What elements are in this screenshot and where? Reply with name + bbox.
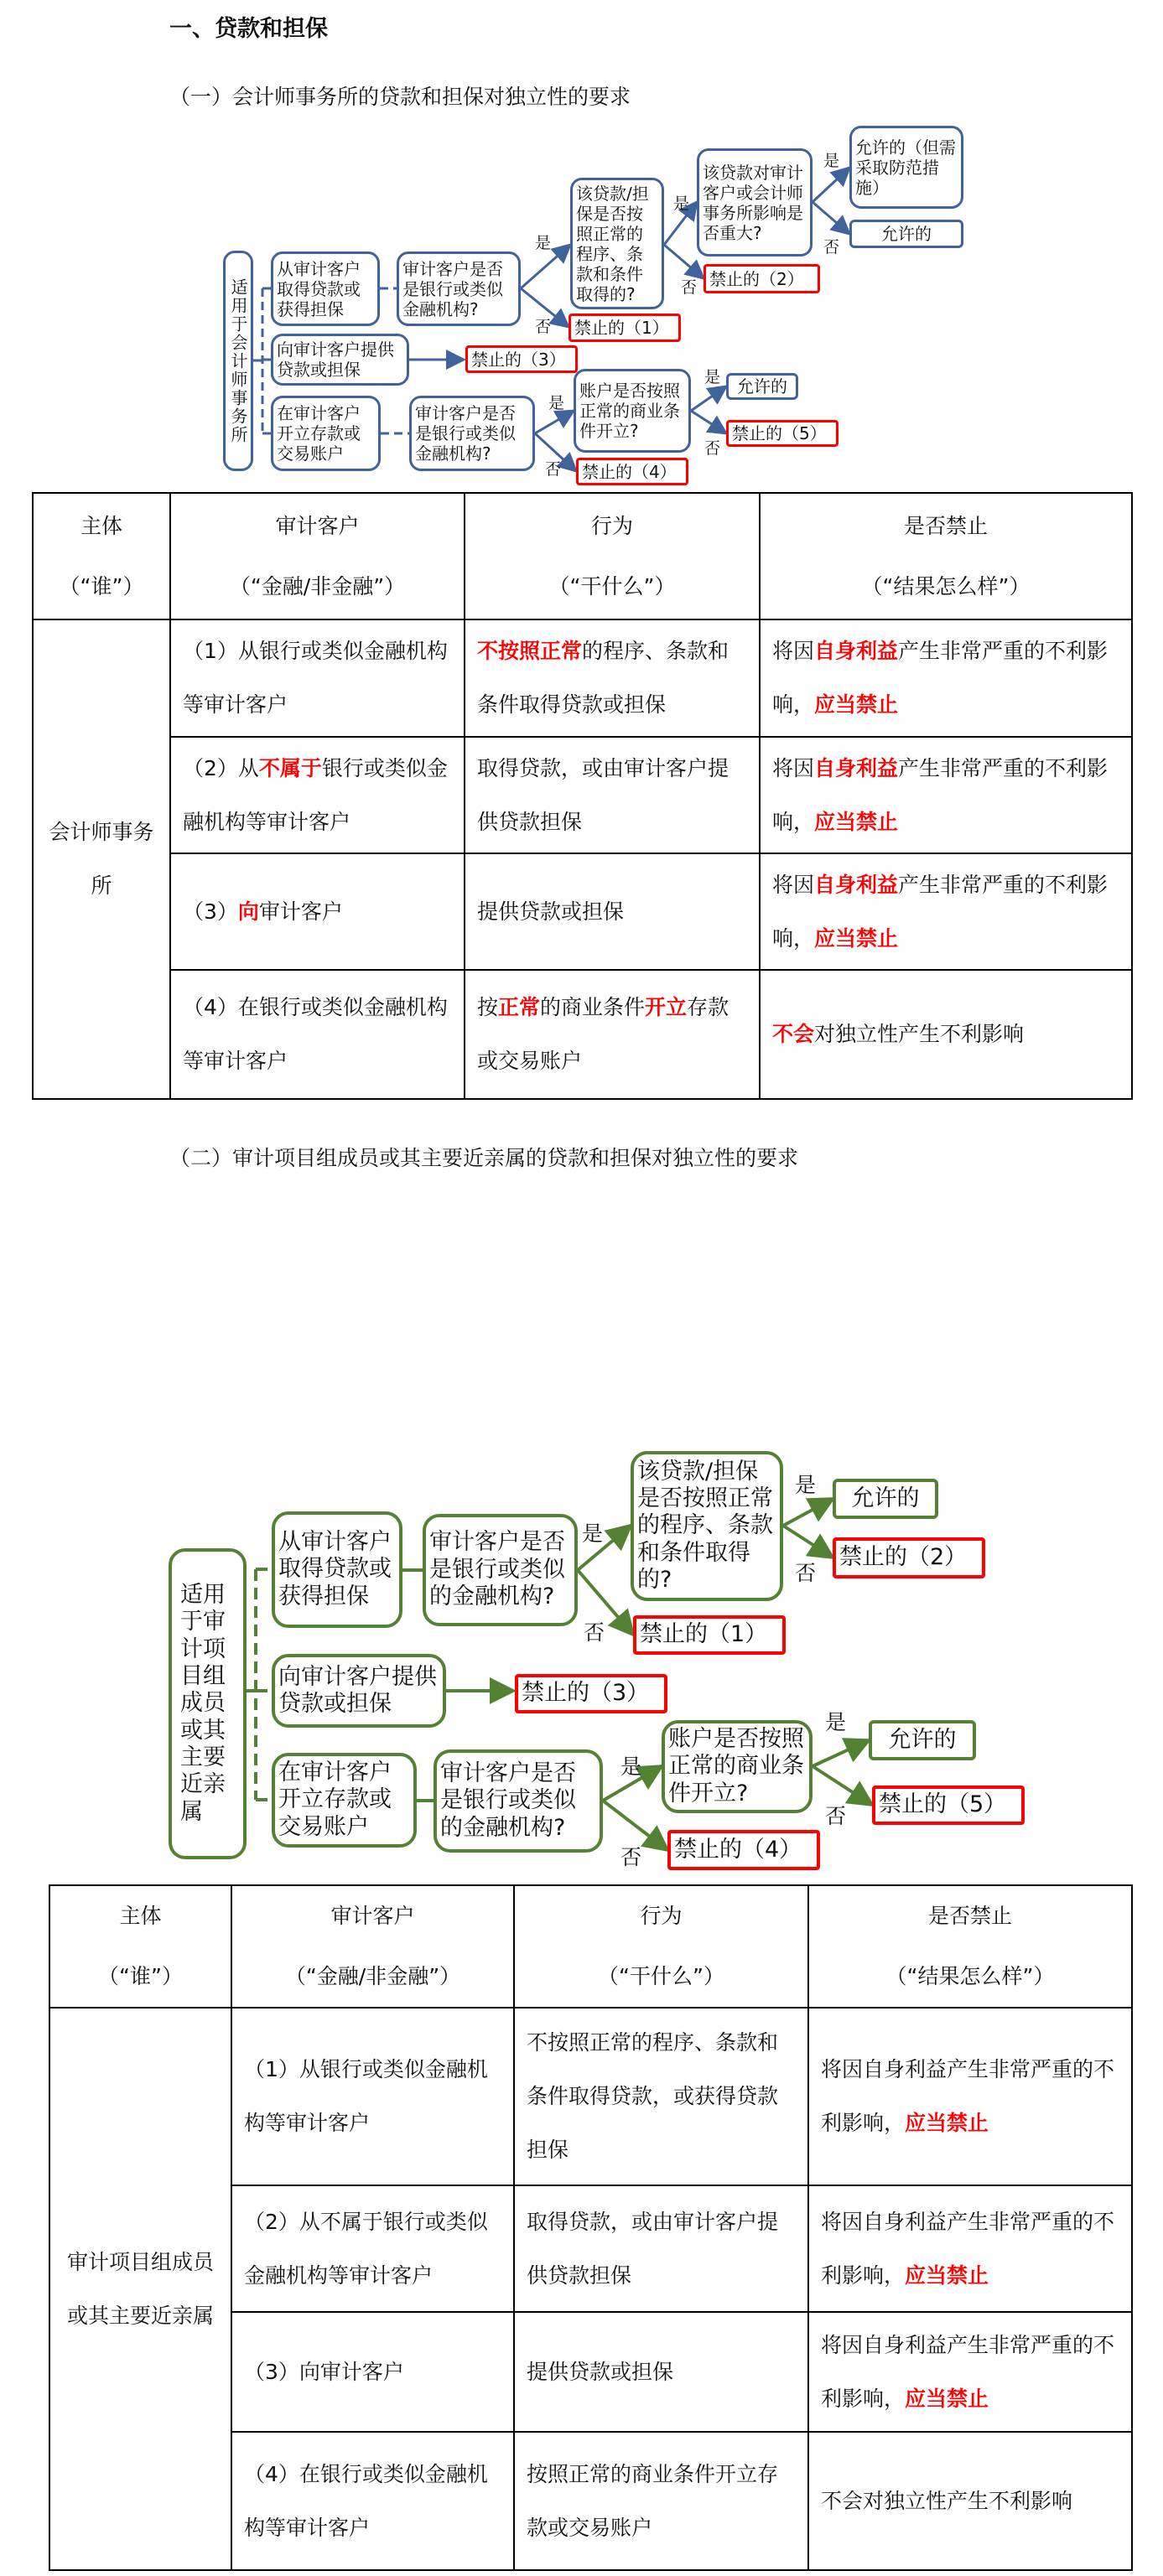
client-cell: （1）从银行或类似金融机构等审计客户 xyxy=(170,619,465,737)
node-provide-loan: 向审计客户提供贷款或担保 xyxy=(271,334,409,386)
result-cell: 不会对独立性产生不利影响 xyxy=(760,970,1132,1099)
yes-label: 是 xyxy=(825,1710,847,1734)
node-obtain-loan: 从审计客户取得贷款或获得担保 xyxy=(272,1511,402,1628)
scope-box: 适用于会计师事务所 xyxy=(223,251,253,471)
yes-label: 是 xyxy=(582,1521,604,1546)
no-label: 否 xyxy=(704,439,721,458)
table-row xyxy=(33,619,1132,737)
node-prohibited-2: 禁止的（2） xyxy=(833,1537,985,1578)
yes-label: 是 xyxy=(548,394,565,412)
no-label: 否 xyxy=(795,1561,817,1585)
node-is-bank: 审计客户是否是银行或类似的金融机构? xyxy=(423,1514,578,1626)
table-header-row xyxy=(33,493,1132,619)
header-prohibited: 是否禁止 （“结果怎么样”） xyxy=(808,1885,1132,2008)
no-label: 否 xyxy=(823,238,840,257)
result-cell: 将因自身利益产生非常严重的不利影响，应当禁止 xyxy=(808,2312,1132,2432)
client-cell: （1）从银行或类似金融机构等审计客户 xyxy=(231,2008,514,2185)
node-account-normal: 账户是否按照正常的商业条件开立? xyxy=(574,369,691,453)
header-prohibited: 是否禁止 （“结果怎么样”） xyxy=(760,493,1132,619)
node-obtain-loan: 从审计客户取得贷款或获得担保 xyxy=(271,251,380,326)
result-cell: 不会对独立性产生不利影响 xyxy=(808,2432,1132,2570)
section1-heading: （一）会计师事务所的贷款和担保对独立性的要求 xyxy=(169,85,631,109)
action-cell: 不按照正常的程序、条款和条件取得贷款，或获得贷款担保 xyxy=(514,2008,808,2185)
result-cell: 将因自身利益产生非常严重的不利影响，应当禁止 xyxy=(808,2008,1132,2185)
node-allowed: 允许的 xyxy=(833,1479,938,1519)
yes-label: 是 xyxy=(795,1473,817,1497)
node-normal-terms: 该贷款/担保是否按照正常的程序、条款和条件取得的? xyxy=(570,178,664,309)
result-cell: 将因自身利益产生非常严重的不利影响，应当禁止 xyxy=(760,853,1132,970)
no-label: 否 xyxy=(545,460,562,479)
node-prohibited-1: 禁止的（1） xyxy=(633,1615,786,1655)
subject-cell: 会计师事务所 xyxy=(33,619,170,1099)
node-open-account: 在审计客户开立存款或交易账户 xyxy=(271,396,381,471)
node-prohibited-4: 禁止的（4） xyxy=(576,458,688,485)
node-account-normal: 账户是否按照正常的商业条件开立? xyxy=(662,1720,813,1813)
header-action: 行为 （“干什么”） xyxy=(465,493,760,619)
header-client: 审计客户 （“金融/非金融”） xyxy=(231,1885,514,2008)
action-cell: 按正常的商业条件开立存款或交易账户 xyxy=(465,970,760,1099)
client-cell: （2）从不属于银行或类似金融机构等审计客户 xyxy=(170,737,465,853)
header-client: 审计客户 （“金融/非金融”） xyxy=(170,493,465,619)
action-cell: 提供贷款或担保 xyxy=(465,853,760,970)
node-is-bank-2: 审计客户是否是银行或类似金融机构? xyxy=(409,396,535,471)
header-subject: 主体 （“谁”） xyxy=(49,1885,231,2008)
result-cell: 将因自身利益产生非常严重的不利影响，应当禁止 xyxy=(808,2185,1132,2312)
section2-heading: （二）审计项目组成员或其主要近亲属的贷款和担保对独立性的要求 xyxy=(169,1146,799,1170)
node-allowed-2: 允许的 xyxy=(726,373,798,400)
node-prohibited-2: 禁止的（2） xyxy=(704,264,820,293)
node-is-bank-2: 审计客户是否是银行或类似的金融机构? xyxy=(434,1749,603,1853)
node-open-account: 在审计客户开立存款或交易账户 xyxy=(272,1753,417,1848)
table-header-row xyxy=(49,1885,1132,2008)
client-cell: （4）在银行或类似金融机构等审计客户 xyxy=(170,970,465,1099)
yes-label: 是 xyxy=(673,194,690,213)
table-row xyxy=(33,970,1132,1099)
no-label: 否 xyxy=(535,318,552,336)
action-cell: 按照正常的商业条件开立存款或交易账户 xyxy=(514,2432,808,2570)
action-cell: 取得贷款，或由审计客户提供贷款担保 xyxy=(514,2185,808,2312)
node-prohibited-3: 禁止的（3） xyxy=(515,1674,667,1713)
yes-label: 是 xyxy=(535,234,552,252)
node-prohibited-1: 禁止的（1） xyxy=(569,314,681,342)
node-allowed-2: 允许的 xyxy=(869,1720,976,1760)
no-label: 否 xyxy=(825,1804,847,1828)
node-prohibited-4: 禁止的（4） xyxy=(667,1830,820,1870)
node-prohibited-5: 禁止的（5） xyxy=(726,420,839,447)
subject-cell: 审计项目组成员或其主要近亲属 xyxy=(49,2008,231,2570)
table-row xyxy=(49,2008,1132,2185)
team-member-loan-table xyxy=(49,1884,1133,2571)
scope-box: 适用于审计项目组成员或其主要近亲属 xyxy=(169,1548,247,1859)
result-cell: 将因自身利益产生非常严重的不利影响，应当禁止 xyxy=(760,737,1132,853)
node-normal-terms: 该贷款/担保是否按照正常的程序、条款和条件取得的? xyxy=(631,1451,783,1601)
page-title: 一、贷款和担保 xyxy=(169,16,328,42)
no-label: 否 xyxy=(584,1620,605,1645)
no-label: 否 xyxy=(681,278,698,297)
client-cell: （4）在银行或类似金融机构等审计客户 xyxy=(231,2432,514,2570)
node-prohibited-5: 禁止的（5） xyxy=(872,1786,1025,1825)
node-material: 该贷款对审计客户或会计师事务所影响是否重大? xyxy=(697,148,813,257)
client-cell: （3）向审计客户 xyxy=(231,2312,514,2432)
client-cell: （2）从不属于银行或类似金融机构等审计客户 xyxy=(231,2185,514,2312)
firm-loan-table xyxy=(32,492,1133,1100)
result-cell: 将因自身利益产生非常严重的不利影响，应当禁止 xyxy=(760,619,1132,737)
yes-label: 是 xyxy=(620,1754,642,1779)
table-row xyxy=(33,853,1132,970)
yes-label: 是 xyxy=(704,368,721,386)
no-label: 否 xyxy=(620,1845,642,1869)
table-row xyxy=(33,737,1132,853)
node-provide-loan: 向审计客户提供贷款或担保 xyxy=(272,1654,446,1728)
header-action: 行为 （“干什么”） xyxy=(514,1885,808,2008)
client-cell: （3）向审计客户 xyxy=(170,853,465,970)
node-allowed-safeguards: 允许的（但需采取防范措施） xyxy=(849,126,963,209)
node-is-bank: 审计客户是否是银行或类似金融机构? xyxy=(397,251,521,326)
action-cell: 提供贷款或担保 xyxy=(514,2312,808,2432)
node-allowed: 允许的 xyxy=(849,220,963,248)
action-cell: 不按照正常的程序、条款和条件取得贷款或担保 xyxy=(465,619,760,737)
action-cell: 取得贷款，或由审计客户提供贷款担保 xyxy=(465,737,760,853)
node-prohibited-3: 禁止的（3） xyxy=(465,345,578,373)
header-subject: 主体 （“谁”） xyxy=(33,493,170,619)
yes-label: 是 xyxy=(823,152,840,170)
